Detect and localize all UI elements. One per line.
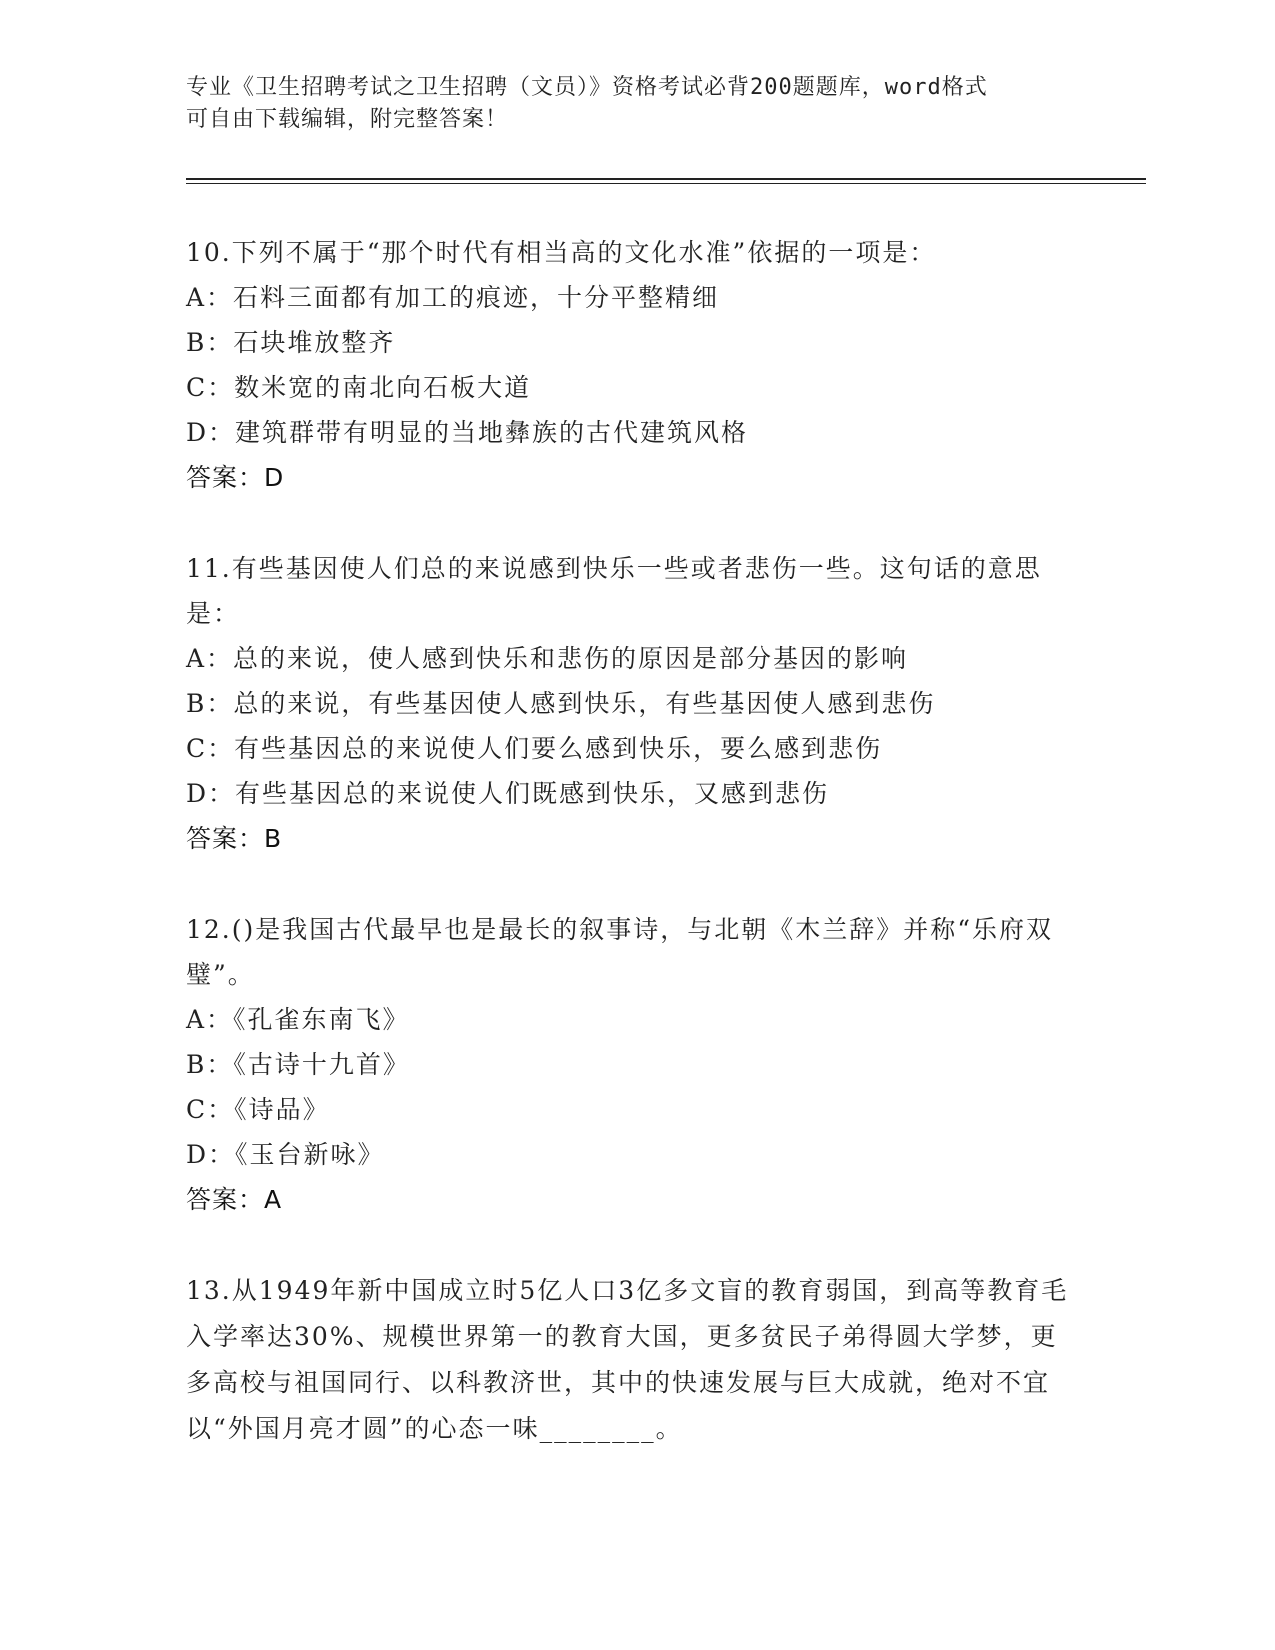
option-a: A：总的来说，使人感到快乐和悲伤的原因是部分基因的影响 <box>186 644 909 673</box>
answer-label: 答案：A <box>186 1185 283 1214</box>
question-text: 11.有些基因使人们总的来说感到快乐一些或者悲伤一些。这句话的意思是： <box>186 554 1042 628</box>
option-c: C：《诗品》 <box>186 1095 330 1124</box>
question-12 <box>186 907 1076 1222</box>
option-c: C：有些基因总的来说使人们要么感到快乐，要么感到悲伤 <box>186 734 883 763</box>
option-a: A：《孔雀东南飞》 <box>186 1005 410 1034</box>
question-text: 13.从1949年新中国成立时5亿人口3亿多文盲的教育弱国，到高等教育毛入学率达30%、规模世界第一的教育大国，更多贫民子弟得圆大学梦，更多高校与祖国同行、以科教济世，其中的快速发展与巨大成就，绝对不宜以“外国月亮才圆”的心态一味________。 <box>186 1276 1069 1443</box>
question-text: 12.()是我国古代最早也是最长的叙事诗，与北朝《木兰辞》并称“乐府双璧”。 <box>186 915 1054 989</box>
question-list <box>186 230 1076 1498</box>
header-title-line-1: 专业《卫生招聘考试之卫生招聘（文员）》资格考试必背200题题库，word格式 <box>186 75 988 100</box>
header-divider-thin <box>186 183 1146 184</box>
option-a: A：石料三面都有加工的痕迹，十分平整精细 <box>186 283 720 312</box>
question-text: 10.下列不属于“那个时代有相当高的文化水准”依据的一项是： <box>186 238 937 267</box>
option-b: B：总的来说，有些基因使人感到快乐，有些基因使人感到悲伤 <box>186 689 936 718</box>
answer-label: 答案：B <box>186 824 283 853</box>
header-title-line-2: 可自由下载编辑，附完整答案！ <box>186 107 509 132</box>
option-c: C：数米宽的南北向石板大道 <box>186 373 532 402</box>
option-d: D：有些基因总的来说使人们既感到快乐，又感到悲伤 <box>186 779 830 808</box>
question-10 <box>186 230 1076 500</box>
document-header <box>186 72 1066 136</box>
question-13 <box>186 1268 1076 1452</box>
header-divider-thick <box>186 178 1146 180</box>
option-b: B：石块堆放整齐 <box>186 328 396 357</box>
question-11 <box>186 546 1076 861</box>
answer-label: 答案：D <box>186 463 285 492</box>
option-b: B：《古诗十九首》 <box>186 1050 410 1079</box>
option-d: D：《玉台新咏》 <box>186 1140 385 1169</box>
option-d: D：建筑群带有明显的当地彝族的古代建筑风格 <box>186 418 749 447</box>
